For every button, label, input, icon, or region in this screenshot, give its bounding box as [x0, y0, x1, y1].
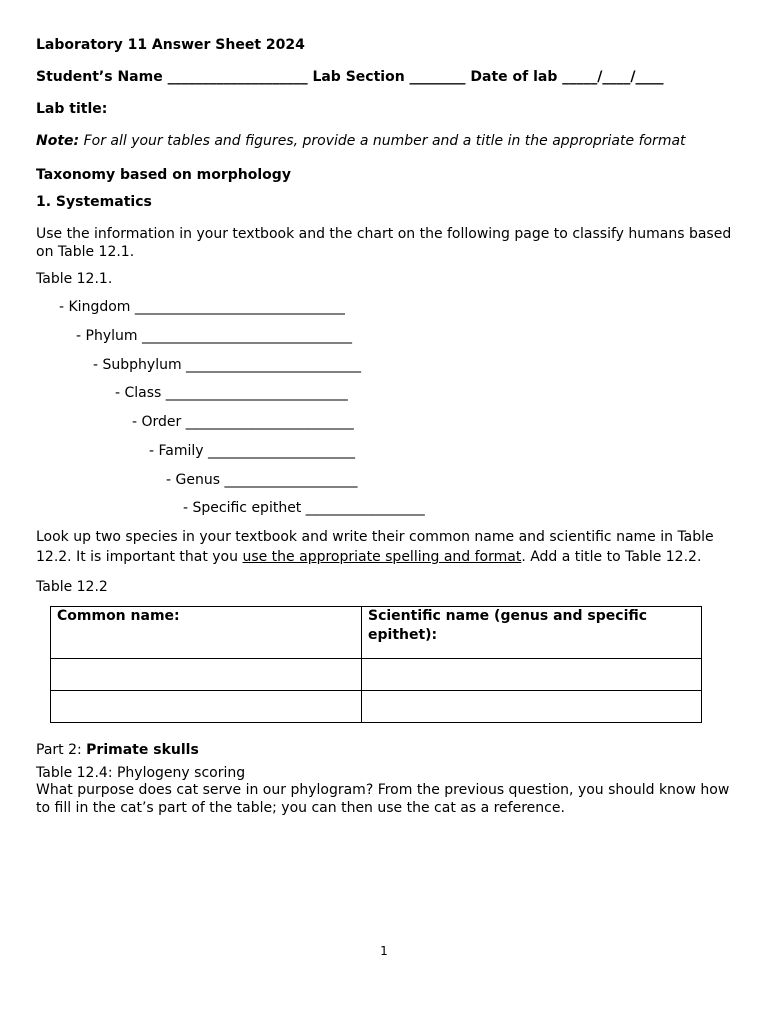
rank-family: - Family _____________________ [149, 443, 356, 459]
species-table [50, 606, 702, 723]
table-row [51, 659, 702, 691]
rank-specific-epithet: - Specific epithet _________________ [183, 500, 425, 516]
common-name-cell[interactable] [51, 691, 362, 723]
instructions-species [36, 527, 736, 567]
header-common-name: Common name: [51, 607, 362, 659]
table-12-4-caption: Table 12.4: Phylogeny scoring [36, 765, 246, 781]
student-info-line: Student’s Name ____________________ Lab Section ________ Date of lab _____/____/____ [36, 69, 664, 85]
rank-phylum: - Phylum ______________________________ [76, 328, 352, 344]
instructions-species-part1: Look up two species in your textbook and write their common name and scientific name in Table 12.2. It is important that you [36, 529, 714, 565]
lab-title-label: Lab title: [36, 101, 108, 117]
phylogram-question: What purpose does cat serve in our phylogram? From the previous question, you should know how to fill in the cat’s part of the table; you can then use the cat as a reference. [36, 782, 730, 816]
rank-class: - Class __________________________ [115, 385, 348, 401]
scientific-name-cell[interactable] [362, 691, 702, 723]
part2-heading [36, 741, 199, 759]
rank-genus: - Genus ___________________ [166, 472, 358, 488]
part2-title: Primate skulls [86, 742, 199, 758]
note-paragraph [36, 132, 686, 150]
document-title: Laboratory 11 Answer Sheet 2024 [36, 37, 305, 53]
header-scientific-name: Scientific name (genus and specific epithet): [362, 607, 702, 659]
instructions-classify: Use the information in your textbook and the chart on the following page to classify humans based on Table 12.1. [36, 226, 732, 260]
table-row [51, 691, 702, 723]
section-heading: Taxonomy based on morphology [36, 167, 291, 183]
scientific-name-cell[interactable] [362, 659, 702, 691]
section-subheading: 1. Systematics [36, 194, 152, 210]
rank-order: - Order ________________________ [132, 414, 354, 430]
instructions-species-part2: . Add a title to Table 12.2. [521, 549, 702, 565]
note-label: Note: [36, 133, 80, 149]
part2-prefix: Part 2: [36, 742, 87, 758]
table-12-2-caption: Table 12.2 [36, 579, 108, 595]
table-header-row [51, 607, 702, 659]
rank-kingdom: - Kingdom ______________________________ [59, 299, 345, 315]
common-name-cell[interactable] [51, 659, 362, 691]
instructions-species-underlined: use the appropriate spelling and format [242, 549, 522, 565]
page-number: 1 [380, 944, 388, 958]
table-12-1-caption: Table 12.1. [36, 271, 113, 287]
note-text: For all your tables and figures, provide a number and a title in the appropriate format [79, 133, 686, 149]
rank-subphylum: - Subphylum _________________________ [93, 357, 362, 373]
